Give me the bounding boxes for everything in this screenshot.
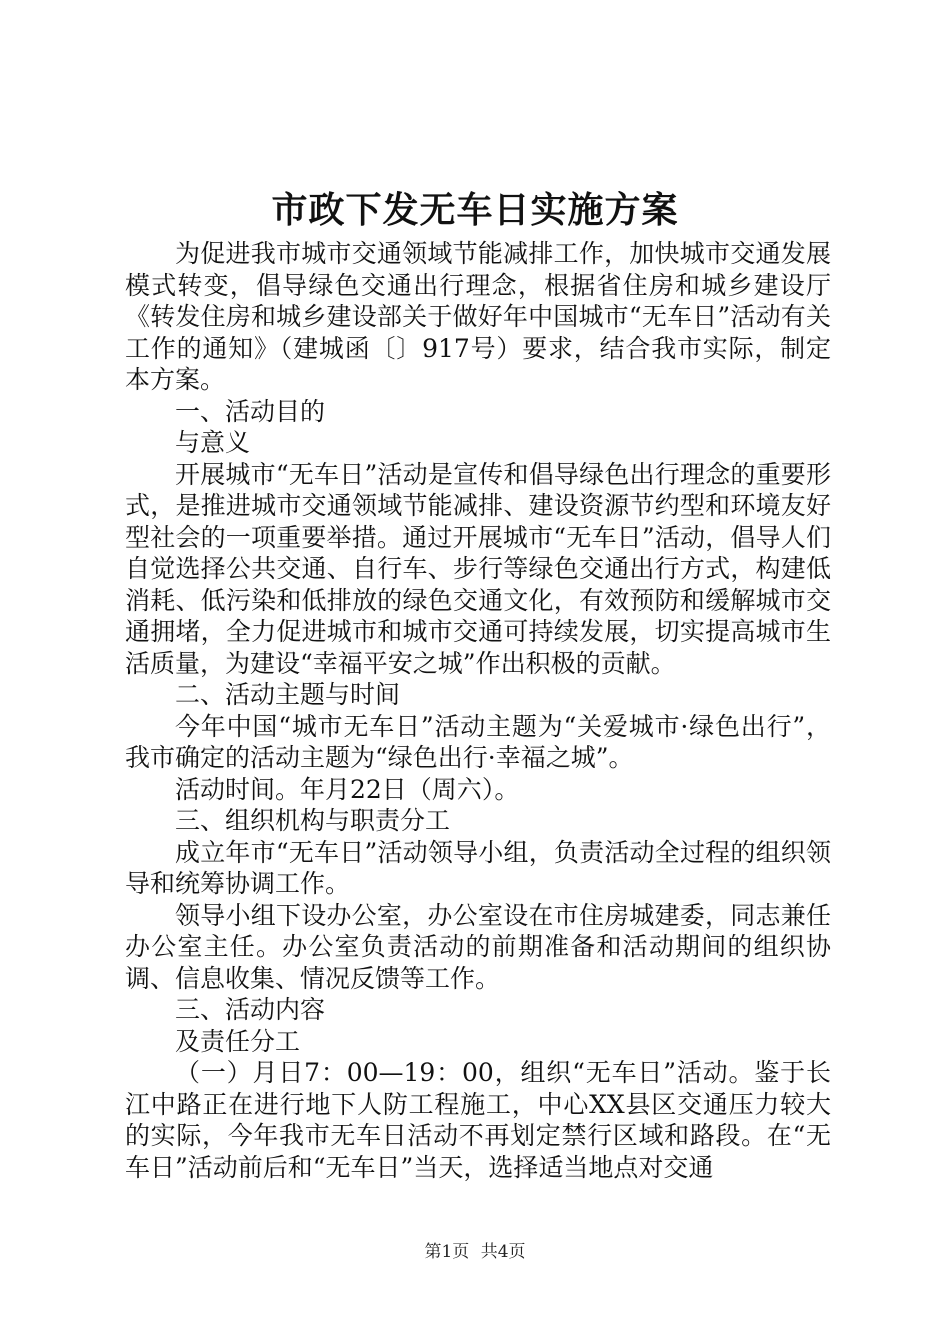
paragraph-intro: 为促进我市城市交通领域节能减排工作，加快城市交通发展模式转变，倡导绿色交通出行理念，根据省住房和城乡建设厅《转发住房和城乡建设部关于做好年中国城市“无车日”活动有关工作的通知》（建城函〔〕917号）要求，结合我市实际，制定本方案。 [125,239,831,394]
page-number: 第1页 [424,1242,470,1262]
heading-theme-time: 二、活动主题与时间 [175,680,401,709]
paragraph-leading-group: 成立年市“无车日”活动领导小组，负责活动全过程的组织领导和统筹协调工作。 [125,837,831,898]
document-title: 市政下发无车日实施方案 [271,189,679,231]
paragraph-activity-one: （一）月日7：00—19：00，组织“无车日”活动。鉴于长江中路正在进行地下人防工程施工，中心XX县区交通压力较大的实际，今年我市无车日活动不再划定禁行区域和路段。在“无车日”活动前后和“无车日”当天，选择适当地点对交通 [125,1058,831,1182]
heading-purpose-cont: 与意义 [175,428,251,457]
paragraph-office: 领导小组下设办公室，办公室设在市住房城建委，同志兼任办公室主任。办公室负责活动的前期准备和活动期间的组织协调、信息收集、情况反馈等工作。 [125,900,831,993]
heading-purpose: 一、活动目的 [175,396,326,426]
heading-organization: 三、组织机构与职责分工 [175,806,451,835]
paragraph-time: 活动时间。年月22日（周六）。 [175,774,520,804]
paragraph-purpose: 开展城市“无车日”活动是宣传和倡导绿色出行理念的重要形式，是推进城市交通领域节能减排、建设资源节约型和环境友好型社会的一项重要举措。通过开展城市“无车日”活动，倡导人们自觉选择公共交通、自行车、步行等绿色交通出行方式，构建低消耗、低污染和低排放的绿色交通文化，有效预防和缓解城市交通拥堵，全力促进城市和城市交通可持续发展，切实提高城市生活质量，为建设“幸福平安之城”作出积极的贡献。 [125,459,831,678]
page-footer [0,1240,950,1264]
document-body [125,238,831,1183]
paragraph-theme: 今年中国“城市无车日”活动主题为“关爱城市·绿色出行”，我市确定的活动主题为“绿色出行·幸福之城”。 [125,711,831,772]
page-total: 共4页 [480,1242,526,1262]
heading-content-cont: 及责任分工 [175,1026,301,1056]
heading-content: 三、活动内容 [175,995,326,1024]
